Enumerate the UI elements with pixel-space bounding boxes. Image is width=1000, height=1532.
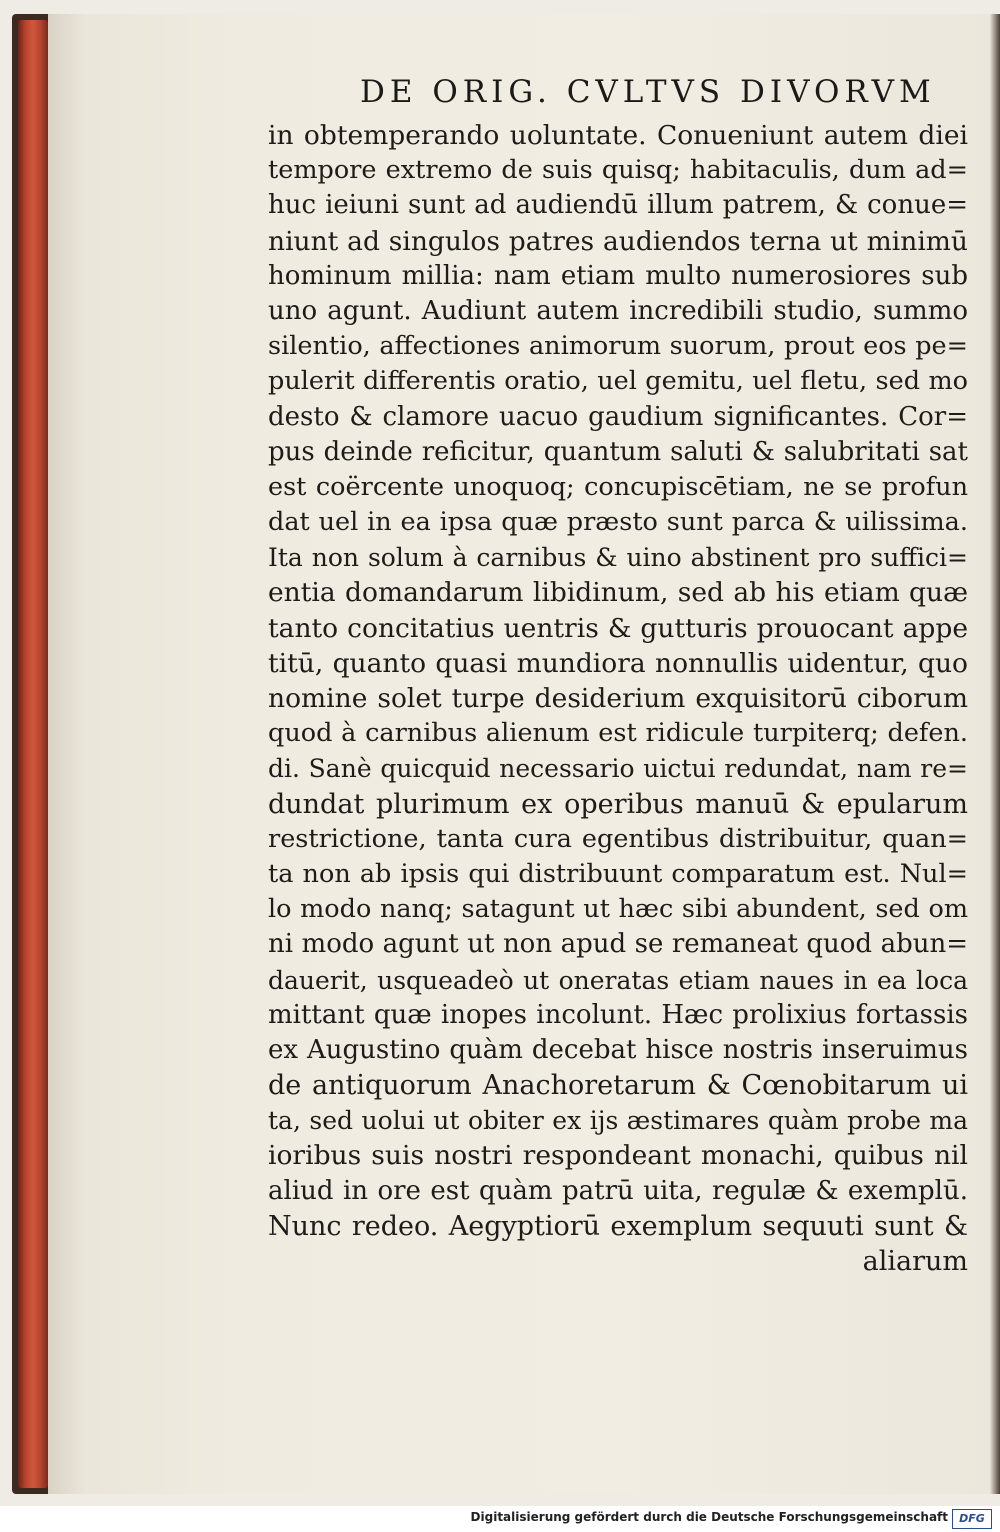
- text-line: mittant quæ inopes incolunt. Hæc prolixius fortassis: [268, 999, 968, 1030]
- text-line: uno agunt. Audiunt autem incredibili studio, summo: [268, 295, 968, 326]
- text-line: pus deinde reficitur, quantum saluti & salubritati sat: [268, 436, 968, 467]
- footer-bar: [0, 1506, 1000, 1532]
- text-line: tanto concitatius uentris & gutturis prouocant appe: [268, 612, 968, 644]
- text-line: dauerit, usqueadeò ut oneratas etiam naues in ea loca: [268, 965, 968, 995]
- text-line: aliud in ore est quàm patrū uita, regulæ & exemplū.: [268, 1175, 968, 1206]
- text-line: in obtemperando uoluntate. Conueniunt autem diei: [268, 120, 968, 151]
- text-line: quod à carnibus alienum est ridicule turpiterq; defen.: [268, 718, 968, 749]
- text-line: huc ieiuni sunt ad audiendū illum patrem, & conue=: [268, 190, 968, 221]
- text-line: titū, quanto quasi mundiora nonnullis uidentur, quo: [268, 647, 968, 679]
- text-line: ioribus suis nostri respondeant monachi, quibus nil: [268, 1140, 968, 1172]
- text-line: pulerit differentis oratio, uel gemitu, uel fletu, sed mo: [268, 366, 968, 397]
- text-line: Nunc redeo. Aegyptiorū exemplum sequuti sunt &: [268, 1210, 968, 1242]
- catchword: aliarum: [862, 1246, 968, 1277]
- text-line: entia domandarum libidinum, sed ab his etiam quæ: [268, 577, 968, 609]
- text-line: ni modo agunt ut non apud se remaneat quod abun=: [268, 929, 968, 960]
- running-head: DE ORIG. CVLTVS DIVORVM: [360, 74, 936, 110]
- text-line: hominum millia: nam etiam multo numerosiores sub: [268, 260, 968, 291]
- body-text: [268, 118, 968, 1279]
- red-page-edge: [18, 20, 48, 1488]
- text-line: nomine solet turpe desiderium exquisitorū ciborum: [268, 683, 968, 714]
- text-line: tempore extremo de suis quisq; habitaculis, dum ad=: [268, 155, 968, 186]
- page-gutter-shadow: [990, 14, 1000, 1494]
- text-line: dat uel in ea ipsa quæ præsto sunt parca & uilissima.: [268, 507, 968, 538]
- text-line: niunt ad singulos patres audiendos terna ut minimū: [268, 225, 968, 257]
- text-line: lo modo nanq; satagunt ut hæc sibi abundent, sed om: [268, 894, 968, 925]
- text-line: di. Sanè quicquid necessario uictui redundat, nam re=: [268, 754, 968, 784]
- text-line: silentio, affectiones animorum suorum, prout eos pe=: [268, 331, 968, 362]
- text-line: ex Augustino quàm decebat hisce nostris inseruimus: [268, 1034, 968, 1065]
- funding-credit: Digitalisierung gefördert durch die Deutsche Forschungsgemeinschaft: [470, 1510, 948, 1524]
- text-line: ta non ab ipsis qui distribuunt comparatum est. Nul=: [268, 858, 968, 889]
- dfg-logo: DFG: [952, 1509, 992, 1529]
- text-line: ta, sed uolui ut obiter ex ijs æstimares quàm probe ma: [268, 1106, 968, 1136]
- text-line: est coërcente unoquoq; concupiscētiam, ne se profun: [268, 471, 968, 502]
- text-line: restrictione, tanta cura egentibus distribuitur, quan=: [268, 823, 968, 854]
- text-line: desto & clamore uacuo gaudium significantes. Cor=: [268, 401, 968, 432]
- text-line: de antiquorum Anachoretarum & Cœnobitarum ui: [268, 1070, 968, 1102]
- text-line: Ita non solum à carnibus & uino abstinent pro suffici=: [268, 543, 968, 573]
- text-line: dundat plurimum ex operibus manuū & epularum: [268, 788, 968, 820]
